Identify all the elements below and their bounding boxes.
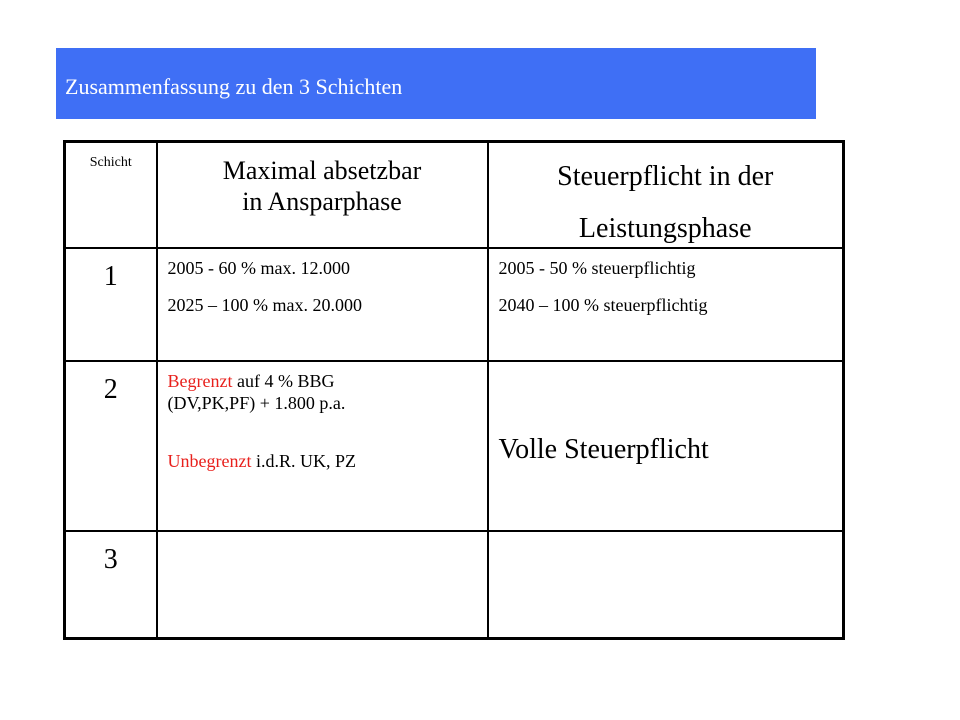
row2-schicht-value: 2 bbox=[103, 374, 118, 405]
row1-steuerpflicht-line2: 2040 – 100 % steuerpflichtig bbox=[498, 295, 708, 315]
summary-table bbox=[63, 140, 845, 640]
row1-steuerpflicht-line1: 2005 - 50 % steuerpflichtig bbox=[498, 258, 696, 278]
row2-schicht bbox=[65, 361, 157, 531]
header-steuerpflicht-line2: Leistungsphase bbox=[578, 213, 752, 244]
row3-schicht bbox=[65, 531, 157, 638]
row2-begrenzt-label: Begrenzt bbox=[167, 371, 233, 391]
table-row bbox=[65, 248, 844, 361]
row1-absetzbar bbox=[157, 248, 488, 361]
table-row bbox=[65, 361, 844, 531]
title-bar bbox=[56, 48, 816, 119]
row1-absetzbar-line2: 2025 – 100 % max. 20.000 bbox=[167, 295, 362, 315]
row1-schicht bbox=[65, 248, 157, 361]
row2-absetzbar-line1 bbox=[168, 370, 487, 392]
header-absetzbar-line1: Maximal absetzbar bbox=[222, 156, 422, 185]
header-steuerpflicht bbox=[488, 142, 844, 249]
row1-steuerpflicht bbox=[488, 248, 844, 361]
row2-absetzbar-line3 bbox=[168, 450, 487, 472]
row3-schicht-value: 3 bbox=[103, 544, 118, 575]
header-schicht-label: Schicht bbox=[89, 155, 132, 170]
header-absetzbar-line2: in Ansparphase bbox=[242, 187, 402, 216]
row1-absetzbar-line1: 2005 - 60 % max. 12.000 bbox=[167, 258, 350, 278]
header-schicht bbox=[65, 142, 157, 249]
row2-steuerpflicht bbox=[488, 361, 844, 531]
row2-unbegrenzt-rest: i.d.R. UK, PZ bbox=[251, 451, 356, 471]
header-absetzbar bbox=[157, 142, 488, 249]
row2-unbegrenzt-label: Unbegrenzt bbox=[167, 451, 252, 471]
row3-steuerpflicht bbox=[488, 531, 844, 638]
row1-schicht-value: 1 bbox=[103, 261, 118, 292]
row2-absetzbar-line2: (DV,PK,PF) + 1.800 p.a. bbox=[167, 393, 346, 413]
row2-absetzbar bbox=[157, 361, 488, 531]
table-header-row bbox=[65, 142, 844, 249]
table-row bbox=[65, 531, 844, 638]
row2-begrenzt-rest: auf 4 % BBG bbox=[232, 371, 335, 391]
slide-title: Zusammenfassung zu den 3 Schichten bbox=[65, 73, 403, 99]
row2-steuerpflicht-text: Volle Steuerpflicht bbox=[498, 434, 709, 465]
header-steuerpflicht-line1: Steuerpflicht in der bbox=[557, 161, 774, 192]
row3-absetzbar bbox=[157, 531, 488, 638]
